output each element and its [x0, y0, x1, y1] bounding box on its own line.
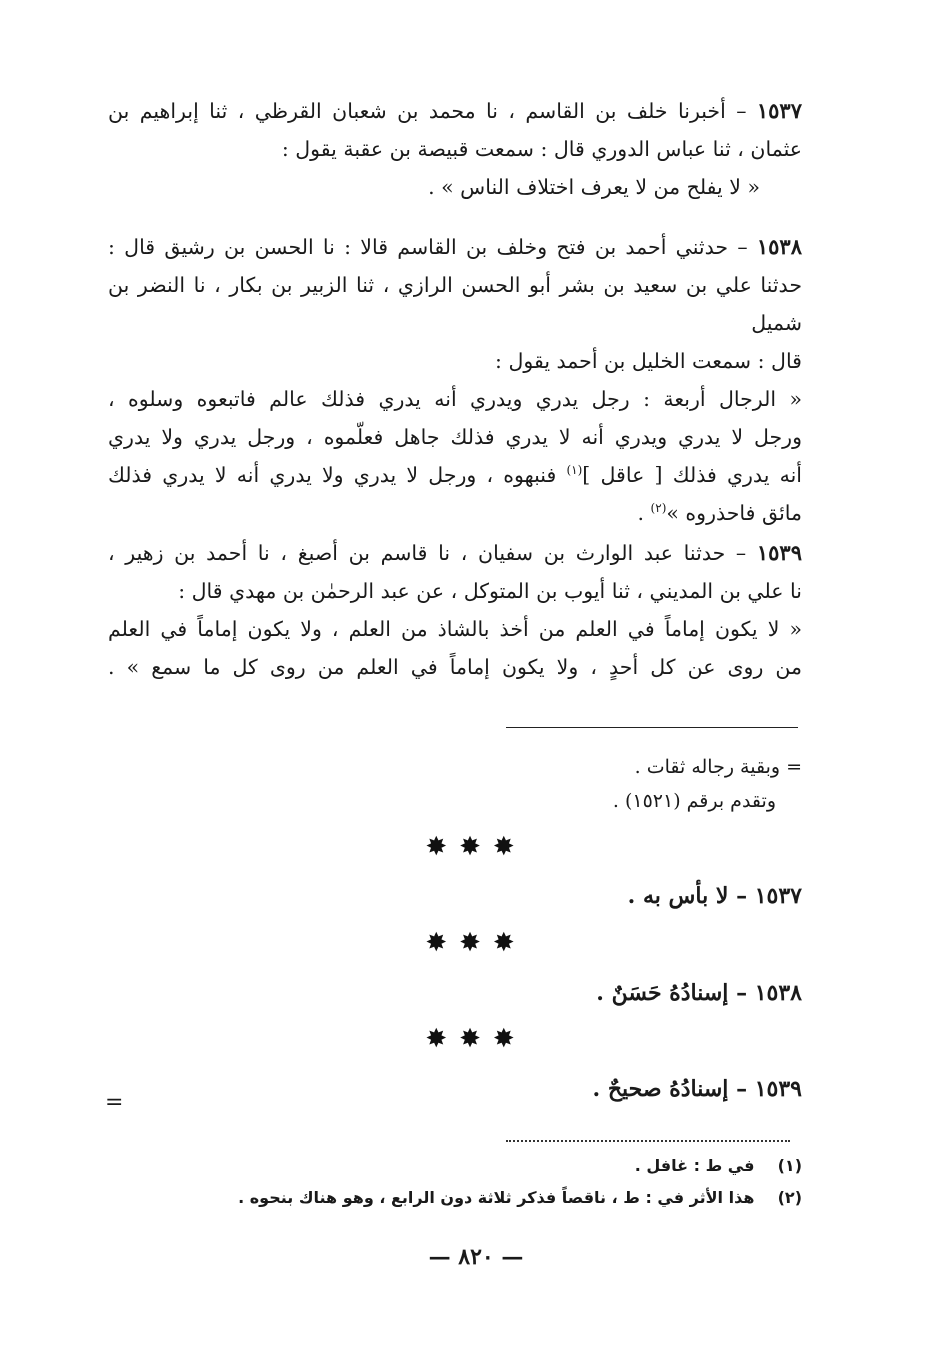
page-number: — ٨٢٠ —: [428, 1244, 524, 1270]
quote-line: « لا يكون إماماً في العلم من أخذ بالشاذ من العلم ، ولا يكون إماماً في العلم: [108, 617, 802, 641]
footnote-text: في ط : غافل .: [634, 1156, 755, 1175]
hadith-number: ١٥٣٨: [756, 234, 802, 259]
star-separator: ✸✸✸: [425, 832, 527, 862]
text-line: [108, 92, 802, 130]
text-span: مائق فاحذروه »: [666, 501, 802, 525]
star-separator: ✸✸✸: [425, 928, 527, 958]
text-line: [108, 228, 802, 266]
paragraph-1539: [108, 534, 802, 686]
text-span: أنه يدري فذلك [ عاقل ]: [582, 463, 802, 487]
commentary-line: = وبقية رجاله ثقات .: [634, 756, 802, 778]
footnote-number: (١): [777, 1156, 802, 1175]
quote-line: [108, 494, 802, 532]
text-span: فنبهوه ، ورجل لا يدري ولا يدري أنه لا يدري فذلك: [108, 463, 567, 487]
commentary-line: وتقدم برقم (١٥٢١) .: [612, 790, 776, 812]
text-line: حدثنا علي بن سعيد بن بشر أبو الحسن الرازي ، ثنا الزبير بن بكار ، نا النضر بن شميل: [108, 273, 802, 335]
paragraph-1537: [108, 92, 802, 206]
quote-line: ورجل لا يدري ويدري أنه لا يدري فذلك جاهل فعلّموه ، ورجل يدري ولا يدري: [108, 425, 802, 449]
footnote-text: هذا الأثر في : ط ، ناقصاً فذكر ثلاثة دون الرابع ، وهو هناك بنحوه .: [238, 1188, 755, 1207]
paragraph-1538: [108, 228, 802, 532]
grade-1538: ١٥٣٨ – إسنادُهُ حَسَنٌ .: [596, 980, 802, 1006]
hadith-number: ١٥٣٩: [756, 540, 802, 565]
text-line: [108, 534, 802, 572]
text-line: نا علي بن المديني ، ثنا أيوب بن المتوكل ، عن عبد الرحمٰن بن مهدي قال :: [178, 579, 802, 603]
grade-1537: ١٥٣٧ – لا بأس به .: [627, 883, 802, 909]
footnote-ref: (٢): [650, 501, 667, 516]
hadith-number: ١٥٣٧: [756, 98, 802, 123]
quote-line: « الرجال أربعة : رجل يدري ويدري أنه يدري فذلك عالم فاتبعوه وسلوه ،: [108, 387, 802, 411]
text-span: .: [637, 501, 645, 525]
quote-line: من روى عن كل أحدٍ ، ولا يكون إماماً في العلم من روى كل ما سمع » .: [108, 655, 802, 679]
text-line: قال : سمعت الخليل بن أحمد يقول :: [495, 349, 802, 373]
footnote-2: [238, 1188, 802, 1207]
section-divider: [506, 727, 798, 728]
footnote-ref: (١): [566, 463, 583, 478]
text-span: – حدثني أحمد بن فتح وخلف بن القاسم قالا : نا الحسن بن رشيق قال :: [108, 235, 748, 259]
text-span: – حدثنا عبد الوارث بن سفيان ، نا قاسم بن أصبغ ، نا أحمد بن زهير ،: [108, 541, 747, 565]
commentary-continuation: [120, 750, 802, 818]
continuation-mark: =: [105, 1090, 124, 1115]
text-line: عثمان ، ثنا عباس الدوري قال : سمعت قبيصة بن عقبة يقول :: [281, 137, 802, 161]
text-span: – أخبرنا خلف بن القاسم ، نا محمد بن شعبان القرظي ، ثنا إبراهيم بن: [108, 99, 747, 123]
quote-line: [108, 456, 802, 494]
quote-line: « لا يفلح من لا يعرف اختلاف الناس » .: [428, 175, 760, 199]
grade-1539: ١٥٣٩ – إسنادُهُ صحيحٌ .: [592, 1076, 802, 1102]
footnote-1: [635, 1156, 802, 1175]
footnote-divider: [506, 1140, 790, 1142]
star-separator: ✸✸✸: [425, 1024, 527, 1054]
footnote-number: (٢): [777, 1188, 802, 1207]
